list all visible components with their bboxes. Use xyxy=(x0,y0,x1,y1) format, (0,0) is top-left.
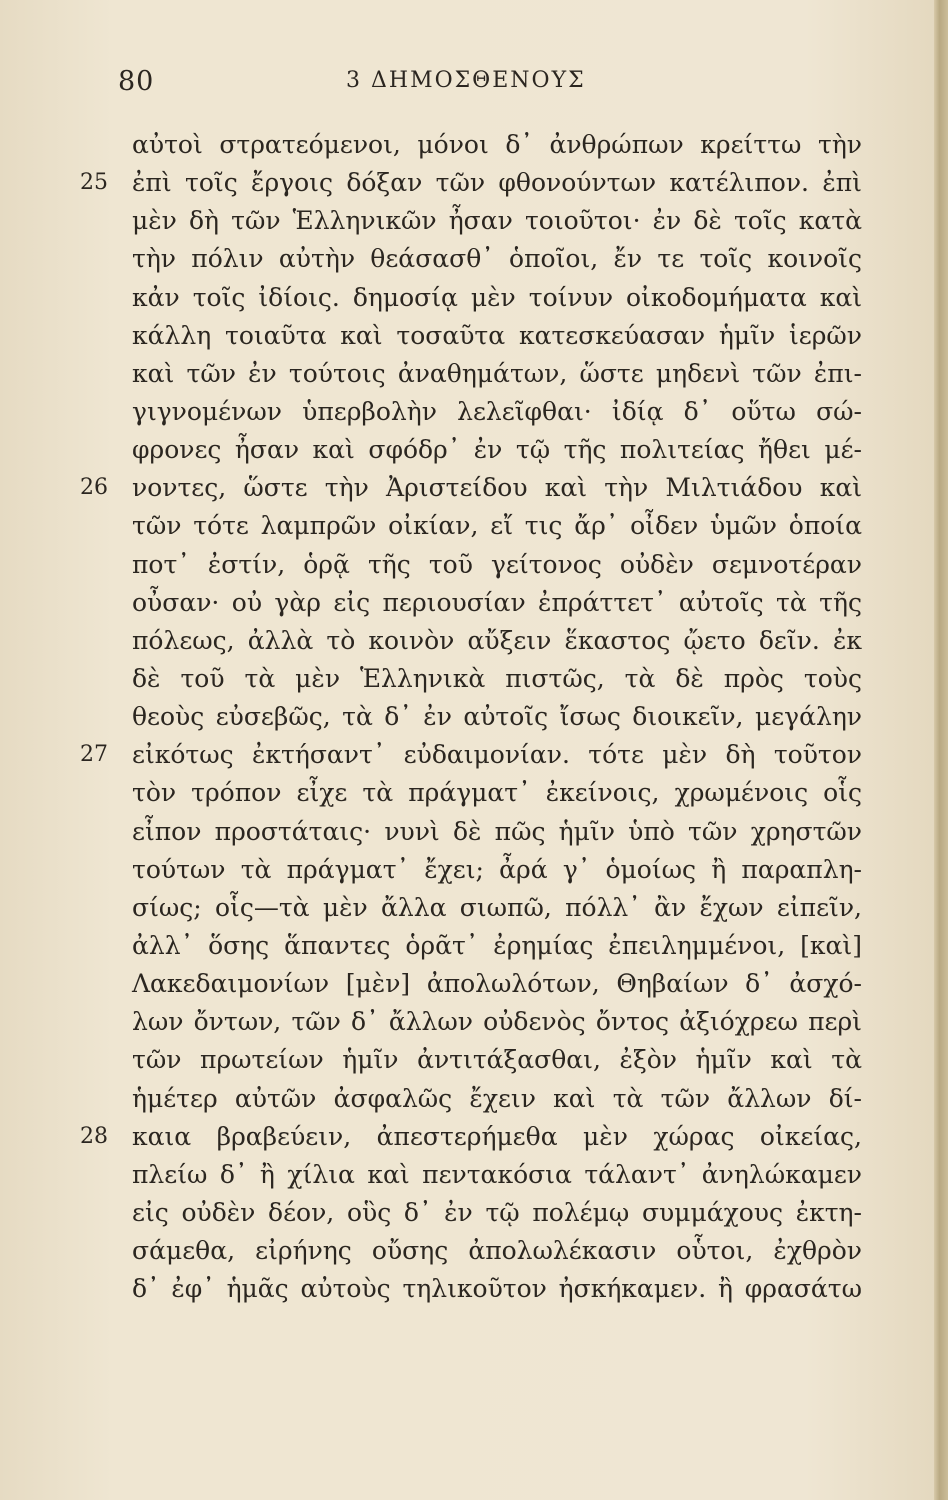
line-text: ποτ᾽ ἐστίν, ὁρᾷ τῆς τοῦ γείτονος οὐδὲν σεμνοτέραν xyxy=(132,549,862,579)
line-text: εἰκότως ἐκτήσαντ᾽ εὐδαιμονίαν. τότε μὲν δὴ τοῦτον xyxy=(132,740,862,770)
text-line xyxy=(132,965,862,1003)
line-text: λων ὄντων, τῶν δ᾽ ἄλλων οὐδενὸς ὄντος ἀξιόχρεω περὶ xyxy=(132,1007,862,1037)
line-text: δὲ τοῦ τὰ μὲν Ἑλληνικὰ πιστῶς, τὰ δὲ πρὸς τοὺς xyxy=(132,663,862,693)
line-text: φρονες ἦσαν καὶ σφόδρ᾽ ἐν τῷ τῆς πολιτείας ἤθει μέ- xyxy=(132,435,862,465)
text-line xyxy=(132,1194,862,1232)
line-text: σάμεθα, εἰρήνης οὔσης ἀπολωλέκασιν οὗτοι, ἐχθρὸν xyxy=(132,1236,862,1266)
text-line xyxy=(80,1118,862,1156)
text-line xyxy=(132,1003,862,1041)
line-text: μὲν δὴ τῶν Ἑλληνικῶν ἦσαν τοιοῦτοι· ἐν δὲ τοῖς κατὰ xyxy=(132,206,862,236)
text-line xyxy=(132,507,862,545)
line-text: νοντες, ὥστε τὴν Ἀριστείδου καὶ τὴν Μιλτιάδου καὶ xyxy=(132,473,862,503)
text-line xyxy=(80,736,862,774)
line-text: ἡμέτερ αὐτῶν ἀσφαλῶς ἔχειν καὶ τὰ τῶν ἄλλων δί- xyxy=(132,1083,862,1113)
text-line xyxy=(132,660,862,698)
line-text: καια βραβεύειν, ἀπεστερήμεθα μὲν χώρας οἰκείας, xyxy=(132,1121,862,1151)
line-text: τὸν τρόπον εἶχε τὰ πράγματ᾽ ἐκείνοις, χρωμένοις οἷς xyxy=(132,778,862,808)
line-text: Λακεδαιμονίων [μὲν] ἀπολωλότων, Θηβαίων δ᾽ ἀσχό- xyxy=(132,969,862,999)
text-line xyxy=(132,126,862,164)
text-line xyxy=(132,1080,862,1118)
line-text: πλείω δ᾽ ἢ χίλια καὶ πεντακόσια τάλαντ᾽ ἀνηλώκαμεν xyxy=(132,1159,862,1189)
text-line xyxy=(132,622,862,660)
text-line xyxy=(132,240,862,278)
text-line xyxy=(132,1156,862,1194)
line-text: τὴν πόλιν αὐτὴν θεάσασθ᾽ ὁποῖοι, ἔν τε τοῖς κοινοῖς xyxy=(132,244,862,274)
text-line xyxy=(132,317,862,355)
running-head: 3 ΔΗΜΟΣΘΕΝΟΥΣ xyxy=(346,68,586,93)
line-text: εἶπον προστάταις· νυνὶ δὲ πῶς ἡμῖν ὑπὸ τῶν χρηστῶν xyxy=(132,816,862,846)
line-text: σίως; οἷς—τὰ μὲν ἄλλα σιωπῶ, πόλλ᾽ ἂν ἔχων εἰπεῖν, xyxy=(132,892,862,922)
text-line xyxy=(132,1232,862,1270)
text-line xyxy=(132,1041,862,1079)
line-text: οὖσαν· οὐ γὰρ εἰς περιουσίαν ἐπράττετ᾽ αὐτοῖς τὰ τῆς xyxy=(132,587,862,617)
line-text: δ᾽ ἐφ᾽ ἡμᾶς αὐτοὺς τηλικοῦτον ἠσκήκαμεν. ἢ φρασάτω xyxy=(132,1274,862,1304)
text-line xyxy=(80,164,862,202)
line-text: ἐπὶ τοῖς ἔργοις δόξαν τῶν φθονούντων κατέλιπον. ἐπὶ xyxy=(132,168,862,198)
text-line xyxy=(132,584,862,622)
line-text: ἀλλ᾽ ὅσης ἅπαντες ὁρᾶτ᾽ ἐρημίας ἐπειλημμένοι, [καὶ] xyxy=(132,930,862,960)
page-number: 80 xyxy=(118,66,155,97)
text-line xyxy=(80,469,862,507)
body-text xyxy=(80,126,862,1308)
text-line xyxy=(132,355,862,393)
text-line xyxy=(132,774,862,812)
section-number: 26 xyxy=(80,475,108,501)
text-line xyxy=(132,393,862,431)
text-line xyxy=(132,546,862,584)
text-line xyxy=(132,202,862,240)
line-text: αὐτοὶ στρατεόμενοι, μόνοι δ᾽ ἀνθρώπων κρείττω τὴν xyxy=(132,130,862,159)
line-text: γιγνομένων ὑπερβολὴν λελεῖφθαι· ἰδίᾳ δ᾽ οὕτω σώ- xyxy=(132,396,862,426)
text-line xyxy=(132,698,862,736)
line-text: τῶν τότε λαμπρῶν οἰκίαν, εἴ τις ἄρ᾽ οἶδεν ὑμῶν ὁποία xyxy=(132,511,862,541)
page-header xyxy=(118,66,858,106)
page-edge-shadow xyxy=(934,0,948,1500)
section-number: 25 xyxy=(80,170,108,196)
section-number: 27 xyxy=(80,742,108,768)
text-line xyxy=(132,851,862,889)
line-text: καὶ τῶν ἐν τούτοις ἀναθημάτων, ὥστε μηδενὶ τῶν ἐπι- xyxy=(132,358,862,388)
line-text: πόλεως, ἀλλὰ τὸ κοινὸν αὔξειν ἕκαστος ᾤετο δεῖν. ἐκ xyxy=(132,625,862,655)
line-text: κάλλη τοιαῦτα καὶ τοσαῦτα κατεσκεύασαν ἡμῖν ἱερῶν xyxy=(132,320,862,350)
text-line xyxy=(132,431,862,469)
text-line xyxy=(132,927,862,965)
text-line xyxy=(132,279,862,317)
text-line xyxy=(132,1270,862,1308)
text-line xyxy=(132,889,862,927)
section-number: 28 xyxy=(80,1123,108,1149)
line-text: κἀν τοῖς ἰδίοις. δημοσίᾳ μὲν τοίνυν οἰκοδομήματα καὶ xyxy=(132,282,862,312)
text-line xyxy=(132,813,862,851)
line-text: τούτων τὰ πράγματ᾽ ἔχει; ἆρά γ᾽ ὁμοίως ἢ παραπλη- xyxy=(132,854,862,884)
line-text: θεοὺς εὐσεβῶς, τὰ δ᾽ ἐν αὐτοῖς ἴσως διοικεῖν, μεγάλην xyxy=(132,702,862,732)
line-text: εἰς οὐδὲν δέον, οὓς δ᾽ ἐν τῷ πολέμῳ συμμάχους ἐκτη- xyxy=(132,1197,862,1227)
line-text: τῶν πρωτείων ἡμῖν ἀντιτάξασθαι, ἐξὸν ἡμῖν καὶ τὰ xyxy=(132,1045,862,1075)
